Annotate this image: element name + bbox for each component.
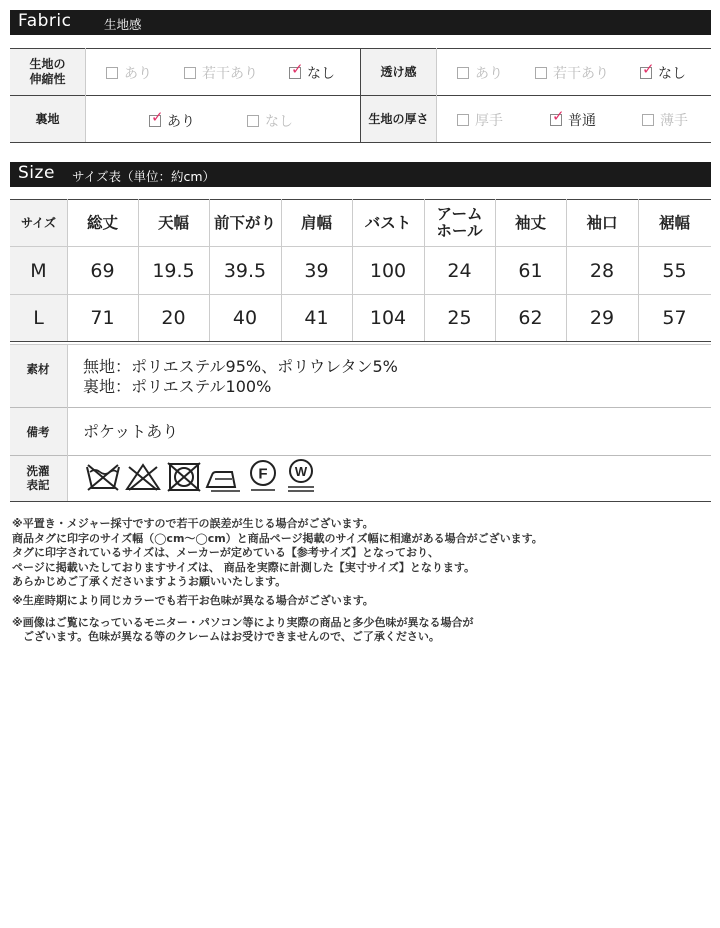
size-section-header (10, 162, 711, 187)
sheer-option-none: ✓ なし (642, 60, 686, 82)
footnote-line: 商品タグに印字のサイズ幅（◯cm〜◯cm）と商品ページ掲載のサイズ幅に相違がある場合がございます。 (12, 532, 543, 545)
footnote-line: タグに印字されているサイズは、メーカーが定めている【参考サイズ】となっており、 (12, 546, 440, 559)
lining-label: 裏地 (35, 111, 60, 126)
checkbox-icon (457, 114, 469, 126)
wet-clean-w-icon (285, 458, 317, 496)
footnote-line: あらかじめご了承くださいますようお願いいたします。 (12, 575, 287, 588)
header-cuff: 袖口 (586, 213, 618, 232)
header-length: 総丈 (86, 213, 118, 232)
fabric-subtitle: 生地感 (104, 17, 142, 32)
sheer-option-slight: 若干あり (535, 63, 609, 83)
dry-clean-f-icon (246, 459, 280, 493)
material-label: 素材 (26, 362, 50, 376)
sheer-option-yes: あり (457, 63, 503, 83)
material-line-2: 裏地：ポリエステル100% (83, 377, 272, 396)
checkbox-icon (535, 67, 547, 79)
table-cell: 39 (304, 259, 329, 282)
header-bust: バスト (364, 213, 412, 232)
header-front-drop: 前下がり (213, 213, 276, 232)
size-title: Size (18, 163, 55, 183)
checked-checkbox-icon: ✓ (642, 60, 655, 78)
thickness-option-normal: ✓ 普通 (552, 107, 596, 129)
checked-checkbox-icon: ✓ (151, 108, 164, 126)
sheer-label: 透け感 (380, 64, 417, 79)
table-cell: 100 (369, 259, 407, 282)
footnote-line: ※画像はご覧になっているモニター・パソコン等により実際の商品と多少色味が異なる場合が (12, 616, 474, 629)
table-cell: 19.5 (152, 259, 195, 282)
checkbox-icon (184, 67, 196, 79)
footnote-line: ※平置き・メジャー採寸ですので若干の誤差が生じる場合がございます。 (12, 517, 374, 530)
table-cell: 104 (369, 307, 407, 329)
stretch-label: 生地の 伸縮性 (29, 57, 66, 86)
table-cell: 29 (589, 307, 615, 329)
footnote-line: ※生産時期により同じカラーでも若干お色味が異なる場合がございます。 (12, 594, 374, 607)
no-tumble-dry-icon (165, 461, 203, 493)
checkbox-icon (247, 115, 259, 127)
table-cell: 39.5 (223, 259, 267, 282)
header-sleeve-length: 袖丈 (514, 213, 546, 232)
table-cell: 24 (447, 259, 472, 282)
table-cell: 41 (304, 307, 329, 329)
checked-checkbox-icon: ✓ (552, 107, 565, 125)
header-shoulder: 肩幅 (300, 213, 332, 232)
table-cell: M (30, 259, 47, 282)
stretch-option-yes: あり (106, 63, 152, 83)
checkbox-icon (106, 67, 118, 79)
lining-option-no: なし (247, 111, 293, 131)
fabric-section-header (10, 10, 711, 35)
header-neck-width: 天幅 (157, 213, 189, 232)
no-wash-icon (84, 461, 122, 493)
table-cell: 71 (90, 307, 115, 329)
header-armhole: アーム ホール (436, 205, 483, 240)
stretch-option-slight: 若干あり (184, 63, 258, 83)
size-subtitle: サイズ表（単位：約cm） (72, 169, 216, 184)
thickness-option-thin: 薄手 (642, 110, 688, 130)
svg-text:W: W (294, 464, 308, 479)
table-cell: 57 (662, 307, 687, 329)
svg-text:F: F (258, 465, 268, 483)
table-cell: 40 (232, 307, 258, 329)
table-cell: 28 (589, 259, 615, 282)
footnote-line: ございます。色味が異なる等のクレームはお受けできませんので、ご了承ください。 (12, 630, 440, 643)
footnote-line: ページに掲載いたしておりますサイズは、 商品を実際に計測した【実寸サイズ】となります。 (12, 561, 475, 574)
checked-checkbox-icon: ✓ (291, 60, 304, 78)
lining-option-yes: ✓ あり (151, 108, 195, 130)
notes-label: 備考 (26, 425, 50, 439)
table-cell: 61 (518, 259, 543, 282)
notes-value: ポケットあり (83, 422, 179, 441)
header-hem-width: 裾幅 (658, 213, 690, 232)
table-cell: 25 (447, 307, 472, 329)
stretch-option-none: ✓ なし (291, 60, 335, 82)
no-bleach-icon (124, 461, 162, 493)
thickness-option-thick: 厚手 (457, 110, 503, 130)
table-cell: L (33, 307, 44, 329)
iron-low-icon (204, 461, 244, 493)
table-cell: 62 (518, 307, 543, 329)
fabric-title: Fabric (18, 11, 72, 31)
material-line-1: 無地：ポリエステル95%、ポリウレタン5% (83, 357, 398, 376)
header-size: サイズ (20, 215, 57, 230)
table-cell: 55 (662, 259, 687, 282)
checkbox-icon (457, 67, 469, 79)
table-cell: 20 (161, 307, 186, 329)
table-cell: 69 (90, 259, 115, 282)
checkbox-icon (642, 114, 654, 126)
thickness-label: 生地の厚さ (368, 111, 429, 126)
care-label: 洗濯 表記 (26, 464, 50, 492)
